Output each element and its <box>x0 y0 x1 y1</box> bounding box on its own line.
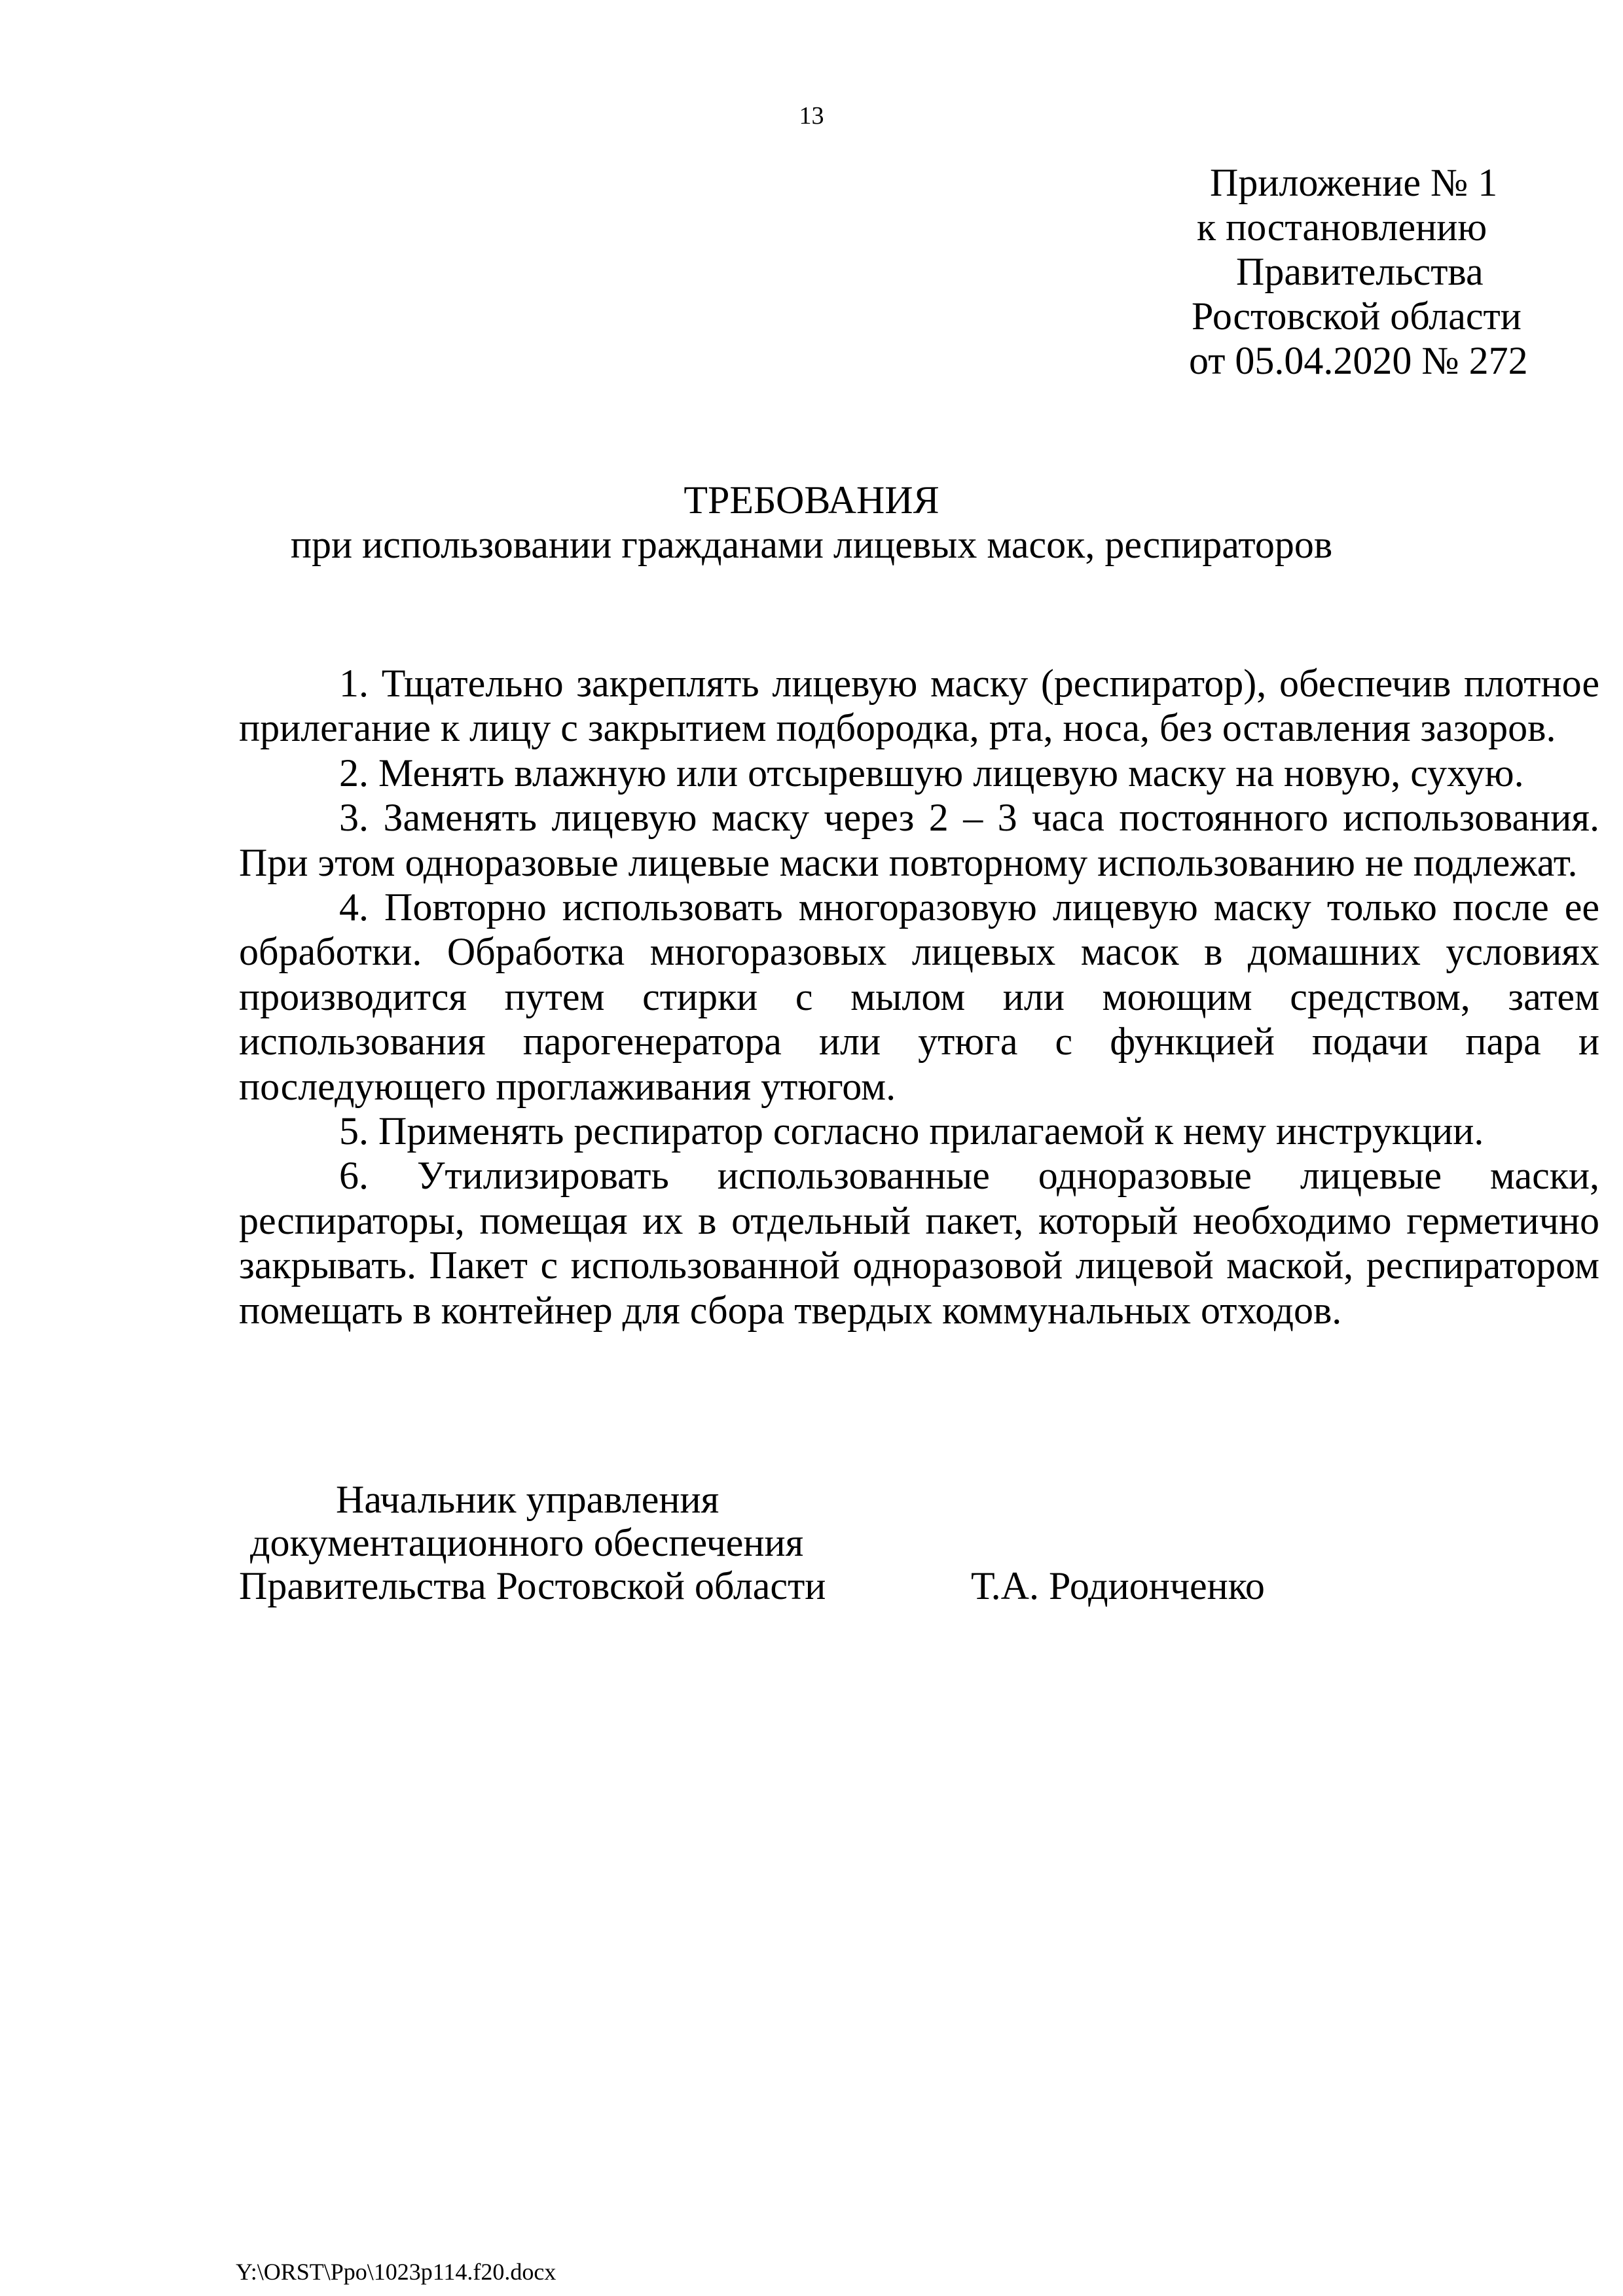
appendix-line-3: Правительства <box>1236 250 1484 293</box>
signature-block <box>239 1478 1483 1607</box>
requirement-item-2: 2. Менять влажную или отсыревшую лицевую маску на новую, сухую. <box>339 751 1524 795</box>
requirement-item-6: 6. Утилизировать использованные одноразовые лицевые маски, респираторы, помещая их в отдельный пакет, который необходимо герметично закрывать. Пакет с использованной одноразовой лицевой маской, респиратором помещать в контейнер для сбора твердых коммунальных отходов. <box>239 1154 1599 1332</box>
document-subtitle: при использовании гражданами лицевых масок, респираторов <box>290 523 1333 566</box>
appendix-line-4: Ростовской области <box>1192 295 1522 338</box>
requirement-item-5: 5. Применять респиратор согласно прилагаемой к нему инструкции. <box>339 1109 1484 1153</box>
appendix-line-5: от 05.04.2020 № 272 <box>1189 339 1528 382</box>
signatory-name: Т.А. Родионченко <box>971 1564 1265 1607</box>
signatory-position-line-2: документационного обеспечения <box>250 1521 804 1564</box>
document-title: ТРЕБОВАНИЯ <box>684 478 939 522</box>
signatory-position-line-3: Правительства Ростовской области <box>239 1564 826 1607</box>
appendix-line-1: Приложение № 1 <box>1210 161 1498 204</box>
appendix-header <box>1113 160 1623 383</box>
requirement-item-4: 4. Повторно использовать многоразовую лицевую маску только после ее обработки. Обработка многоразовых лицевых масок в домашних условиях производится путем стирки с мылом или моющим средством, затем использования парогенератора или утюга с функцией подачи пара и последующего проглаживания утюгом. <box>239 886 1599 1108</box>
appendix-line-2: к постановлению <box>1197 206 1487 249</box>
page-number: 13 <box>799 102 824 130</box>
requirement-item-3: 3. Заменять лицевую маску через 2 – 3 часа постоянного использования. При этом одноразовые лицевые маски повторному использованию не подлежат. <box>239 796 1599 884</box>
file-path-footer: Y:\ORST\Ppo\1023p114.f20.docx <box>236 2259 556 2285</box>
signatory-position-line-1: Начальник управления <box>336 1478 720 1521</box>
requirements-list <box>239 661 1599 1333</box>
requirement-item-1: 1. Тщательно закреплять лицевую маску (респиратор), обеспечив плотное прилегание к лицу с закрытием подбородка, рта, носа, без оставления зазоров. <box>239 662 1599 750</box>
